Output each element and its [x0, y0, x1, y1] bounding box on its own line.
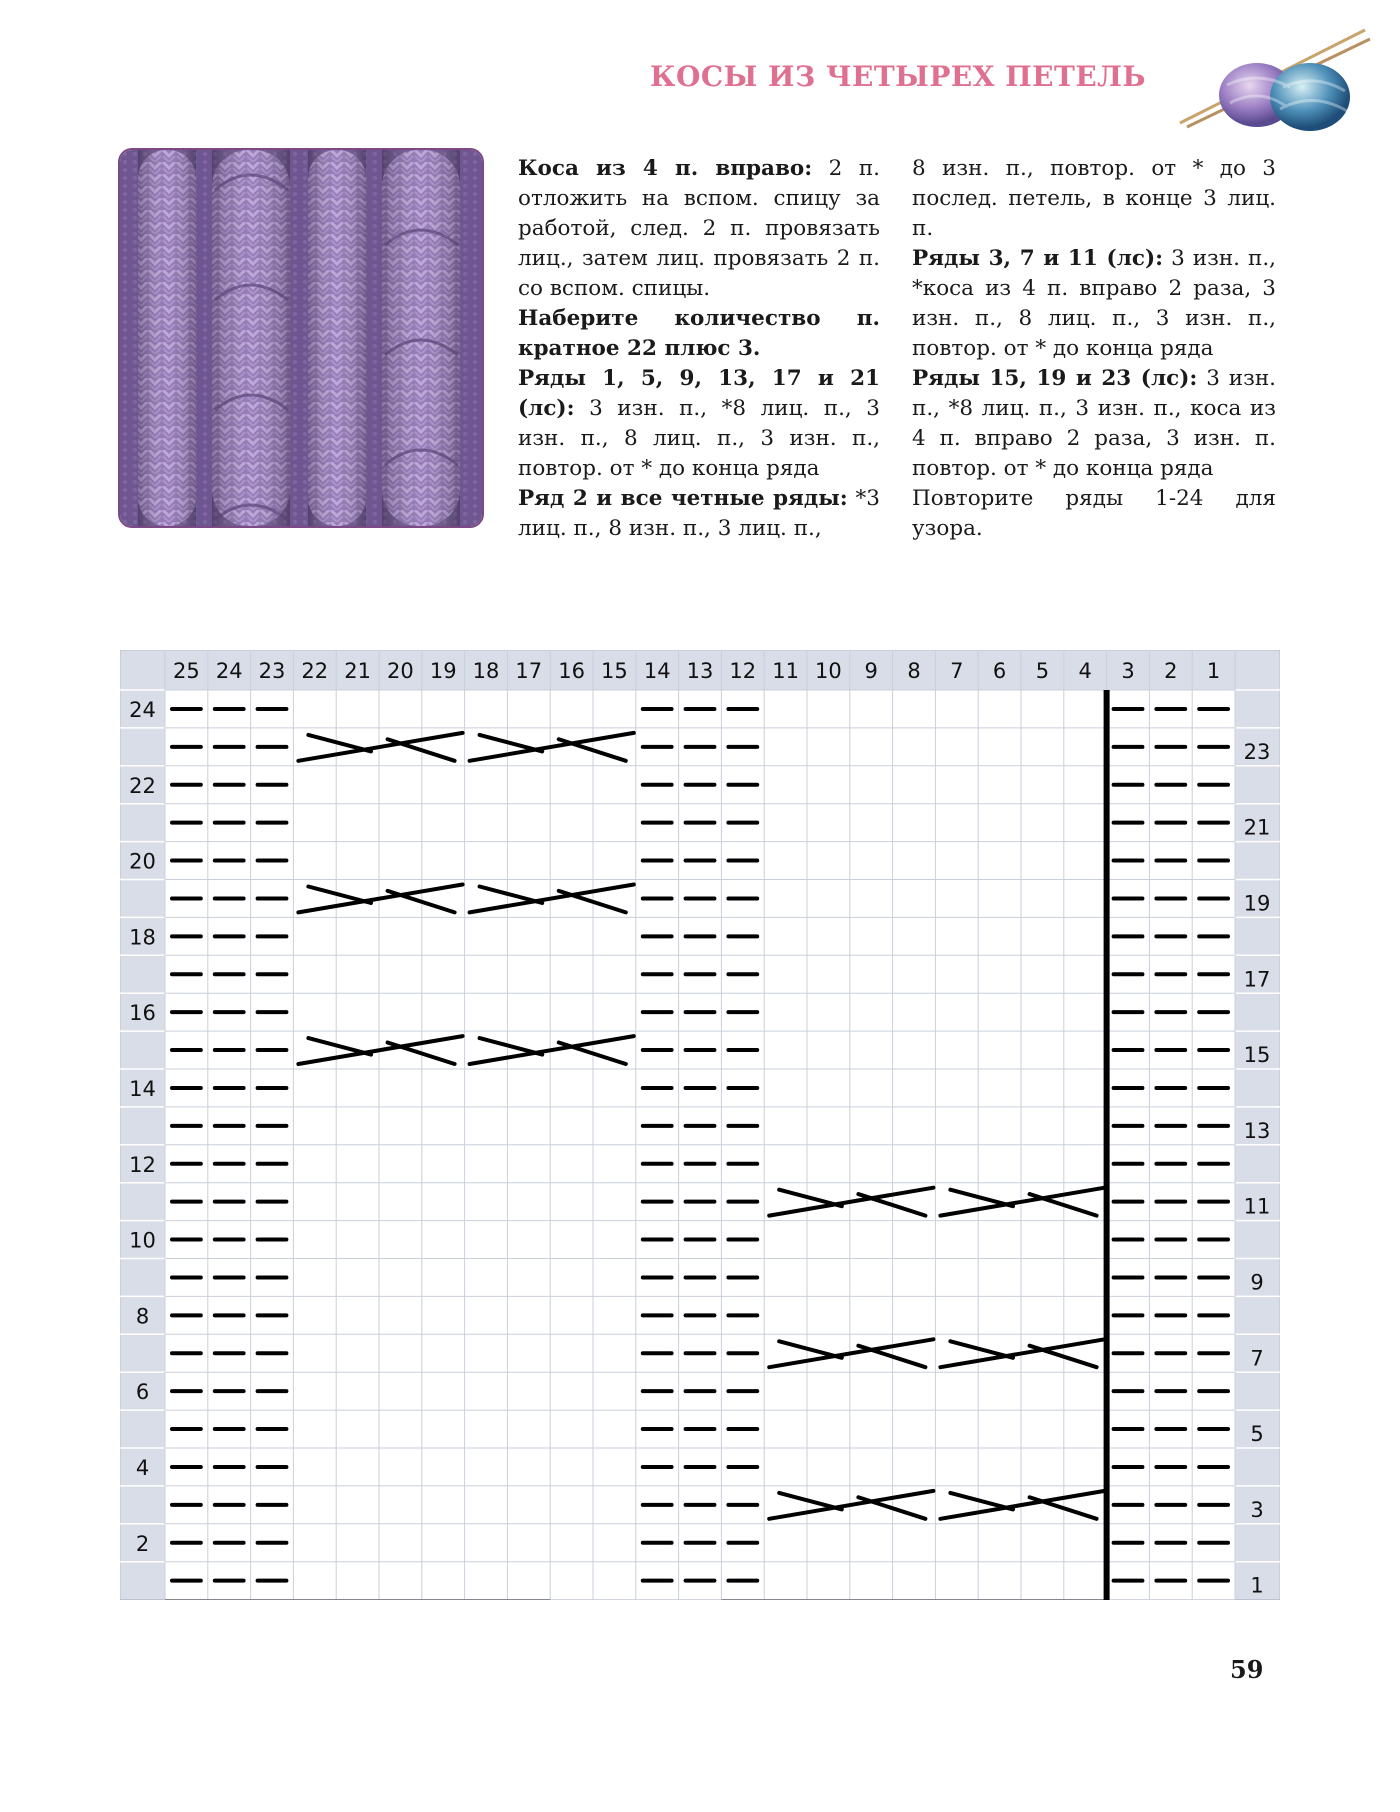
- cable-symbol: [950, 1493, 1013, 1509]
- instructions-column-2: [912, 154, 1276, 544]
- column-number-label: 14: [643, 659, 671, 683]
- row-number-label: 13: [1243, 1118, 1271, 1143]
- page-title: КОСЫ ИЗ ЧЕТЫРЕХ ПЕТЕЛЬ: [650, 60, 1147, 93]
- cable-symbol: [388, 739, 455, 761]
- row-number-label: 1: [1250, 1573, 1264, 1598]
- cable-symbol: [1030, 1497, 1097, 1519]
- cable-symbol: [559, 1042, 626, 1064]
- yarn-balls-icon: [1175, 25, 1375, 135]
- cable-symbol: [858, 1194, 925, 1216]
- row-number-label: 3: [1250, 1497, 1264, 1522]
- instruction-paragraph: Ряды 15, 19 и 23 (лс): 3 изн. п., *8 лиц. п., 3 изн. п., коса из 4 п. вправо 2 раза, 3 изн. п. повтор. от * до конца ряда: [912, 366, 1276, 481]
- instruction-paragraph: Ряды 3, 7 и 11 (лс): 3 изн. п., *коса из 4 п. вправо 2 раза, 3 изн. п., 8 лиц. п., 3 изн. п., повтор. от * до конца ряда: [912, 246, 1276, 361]
- instruction-paragraph: 8 изн. п., повтор. от * до 3 послед. петель, в конце 3 лиц. п.: [912, 156, 1276, 241]
- row-number-label: 15: [1243, 1043, 1271, 1068]
- row-number-label: 24: [129, 697, 156, 722]
- instructions-column-1: [518, 154, 880, 544]
- column-number-label: 18: [472, 659, 500, 683]
- row-number-label: 5: [1250, 1422, 1264, 1447]
- cable-symbol: [779, 1190, 842, 1206]
- column-number-label: 17: [515, 659, 543, 683]
- cable-symbol: [388, 891, 455, 913]
- column-number-label: 22: [301, 659, 329, 683]
- row-number-label: 21: [1243, 815, 1271, 840]
- row-number-label: 23: [1243, 739, 1271, 764]
- column-number-label: 5: [1035, 659, 1050, 683]
- cable-symbol: [779, 1341, 842, 1357]
- instruction-paragraph: Ряд 2 и все четные ряды: *3 лиц. п., 8 изн. п., 3 лиц. п.,: [518, 486, 880, 541]
- row-number-label: 19: [1243, 891, 1271, 916]
- column-number-label: 1: [1206, 659, 1221, 683]
- cable-symbol: [858, 1497, 925, 1519]
- cable-symbol: [308, 735, 371, 751]
- cable-symbol: [950, 1341, 1013, 1357]
- row-number-label: 7: [1250, 1346, 1264, 1371]
- row-number-label: 10: [129, 1228, 156, 1253]
- column-number-label: 23: [258, 659, 286, 683]
- row-number-label: 6: [135, 1380, 150, 1405]
- column-number-label: 8: [907, 659, 921, 683]
- column-number-label: 3: [1121, 659, 1135, 683]
- knitting-chart: [120, 650, 1280, 1600]
- column-number-label: 20: [387, 659, 414, 683]
- column-number-label: 19: [429, 659, 457, 683]
- column-number-label: 9: [864, 659, 878, 683]
- row-number-label: 2: [135, 1531, 150, 1556]
- cable-symbol: [1030, 1346, 1097, 1368]
- row-number-label: 22: [129, 773, 156, 798]
- column-number-label: 15: [601, 659, 628, 683]
- column-number-label: 11: [772, 659, 799, 683]
- cable-symbol: [559, 739, 626, 761]
- instruction-paragraph: Наберите количество п. кратное 22 плюс 3.: [518, 306, 880, 361]
- cable-symbol: [480, 735, 543, 751]
- instruction-paragraph: Ряды 1, 5, 9, 13, 17 и 21 (лс): 3 изн. п., *8 лиц. п., 3 изн. п., 8 лиц. п., 3 изн. п., повтор. от * до конца ряда: [518, 366, 880, 481]
- row-number-label: 11: [1243, 1194, 1271, 1219]
- column-number-label: 12: [729, 659, 757, 683]
- column-number-label: 7: [950, 659, 964, 683]
- cable-symbol: [308, 1038, 371, 1054]
- cable-symbol: [308, 887, 371, 903]
- cable-knit-photo: [118, 148, 484, 528]
- cable-symbol: [779, 1493, 842, 1509]
- column-number-label: 2: [1164, 659, 1178, 683]
- row-number-label: 8: [135, 1304, 150, 1329]
- column-number-label: 6: [992, 659, 1007, 683]
- column-number-label: 16: [558, 659, 585, 683]
- cable-symbol: [480, 887, 543, 903]
- instruction-paragraph: Повторите ряды 1-24 для узора.: [912, 486, 1276, 541]
- row-number-label: 20: [129, 849, 156, 874]
- cable-symbol: [480, 1038, 543, 1054]
- column-number-label: 13: [686, 659, 714, 683]
- row-number-label: 4: [135, 1455, 150, 1480]
- row-number-label: 9: [1250, 1270, 1264, 1295]
- column-number-label: 21: [344, 659, 371, 683]
- row-number-label: 12: [129, 1152, 156, 1177]
- cable-symbol: [559, 891, 626, 913]
- cable-symbol: [950, 1190, 1013, 1206]
- row-number-label: 17: [1243, 967, 1271, 992]
- cable-symbol: [388, 1042, 455, 1064]
- row-number-label: 18: [129, 925, 156, 950]
- row-number-label: 16: [129, 1001, 156, 1026]
- column-number-label: 24: [215, 659, 243, 683]
- cable-symbol: [1030, 1194, 1097, 1216]
- page-number: 59: [1230, 1655, 1264, 1684]
- column-number-label: 25: [173, 659, 200, 683]
- instruction-paragraph: Коса из 4 п. вправо: 2 п. отложить на вспом. спицу за работой, след. 2 п. провязать лиц., затем лиц. провязать 2 п. со вспом. спицы.: [518, 156, 880, 301]
- row-number-label: 14: [129, 1076, 156, 1101]
- cable-symbol: [858, 1346, 925, 1368]
- column-number-label: 4: [1078, 659, 1092, 683]
- column-number-label: 10: [815, 659, 842, 683]
